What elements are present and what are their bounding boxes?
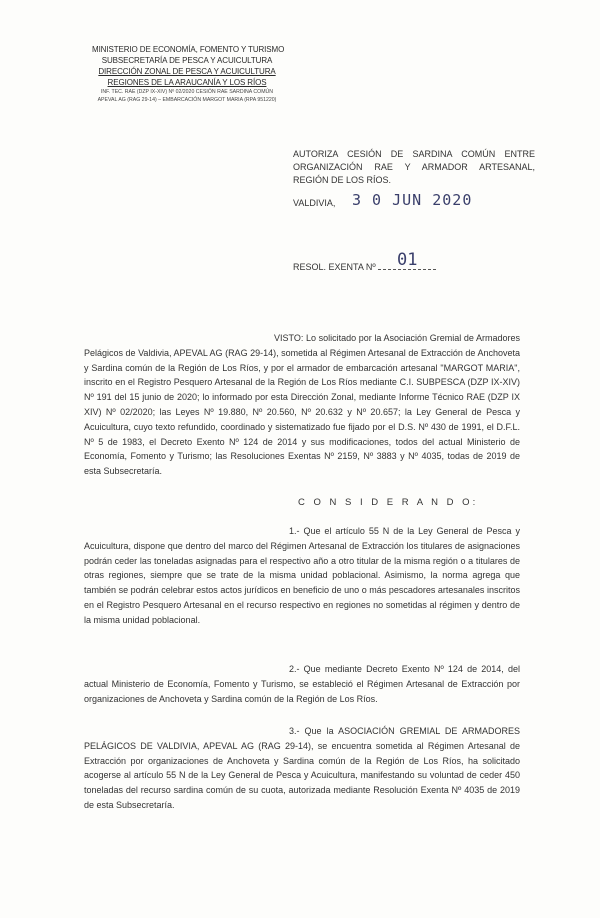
resolution-label: RESOL. EXENTA Nº: [293, 262, 376, 272]
resolution-number: 01: [397, 250, 418, 270]
considerando-2: 2.- Que mediante Decreto Exento Nº 124 de 2014, del actual Ministerio de Economía, Fomento y Turismo, se estableció el Régimen Artesanal de Extracción por organizaciones de Anchoveta y Sardina común de la Región de Los Ríos.: [84, 664, 520, 704]
considerando-3: 3.- Que la ASOCIACIÓN GREMIAL DE ARMADORES PELÁGICOS DE VALDIVIA, APEVAL AG (RAG 29-14), se encuentra sometida al Régimen Artesanal de Extracción por organizaciones de Anchoveta y Sardina común de la Región de Los Ríos, ha solicitado acogerse al artículo 55 N de la Ley General de Pesca y Acuicultura, manifestando su voluntad de ceder 450 toneladas del recurso sardina común de su cuota, autorizada mediante Resolución Exenta Nº 4035 de 2019 de esta Subsecretaría.: [84, 726, 520, 810]
date-stamp: 3 0 JUN 2020: [352, 191, 473, 209]
resolution-title: AUTORIZA CESIÓN DE SARDINA COMÚN ENTRE ORGANIZACIÓN RAE Y ARMADOR ARTESANAL, REGIÓN DE LOS RÍOS.: [293, 149, 535, 185]
reference-line-2: APEVAL AG (RAG 29-14) – EMBARCACIÓN MARGOT MARIA (RPA 951220): [97, 97, 277, 103]
considerando-heading: C O N S I D E R A N D O:: [298, 497, 479, 508]
reference-line-1: INF. TEC. RAE (DZP IX-XIV) Nº 02/2020 CESIÓN RAE SARDINA COMÚN: [100, 89, 274, 95]
zonal-direction-name: DIRECCIÓN ZONAL DE PESCA Y ACUICULTURA: [98, 67, 276, 76]
subsecretary-name: SUBSECRETARÍA DE PESCA Y ACUICULTURA: [101, 56, 273, 65]
regions-name: REGIONES DE LA ARAUCANÍA Y LOS RÍOS: [107, 78, 267, 87]
considerando-1: 1.- Que el artículo 55 N de la Ley General de Pesca y Acuicultura, dispone que dentro del marco del Régimen Artesanal de Extracción los titulares de asignaciones podrán ceder las toneladas asignadas para el respectivo año a otro titular de la misma región o a titulares de otras regiones, siempre que se trate de la misma unidad poblacional. Asimismo, la norma agrega que también se podrán celebrar estos actos jurídicos en beneficio de uno o más pescadores artesanales inscritos en el Registro Pesquero Artesanal en el recurso respectivo en regiones no sometidas al régimen y dentro de la misma unidad poblacional.: [84, 526, 520, 625]
visto-paragraph: VISTO: Lo solicitado por la Asociación Gremial de Armadores Pelágicos de Valdivia, APEVAL AG (RAG 29-14), sometida al Régimen Artesanal de Extracción de Anchoveta y Sardina común de la Región de Los Ríos, y por el armador de embarcación artesanal "MARGOT MARIA", inscrito en el Registro Pesquero Artesanal de la Región de Los Ríos mediante C.I. SUBPESCA (DZP IX-XIV) Nº 191 del 15 junio de 2020; lo informado por esta Dirección Zonal, mediante Informe Técnico RAE (DZP IX XIV) Nº 02/2020; las Leyes Nº 19.880, Nº 20.560, Nº 20.632 y Nº 20.657; la Ley General de Pesca y Acuicultura, cuyo texto refundido, coordinado y sistematizado fue fijado por el D.S. Nº 430 de 1991, el D.F.L. Nº 5 de 1983, el Decreto Exento Nº 124 de 2014 y sus modificaciones, todos del actual Ministerio de Economía, Fomento y Turismo; las Resoluciones Exentas Nº 2159, Nº 3883 y Nº 4035, todas de 2019 de esta Subsecretaría.: [84, 333, 520, 477]
ministry-name: MINISTERIO DE ECONOMÍA, FOMENTO Y TURISMO: [92, 45, 285, 54]
institution-header: [92, 44, 285, 104]
place-label: VALDIVIA,: [293, 198, 336, 208]
